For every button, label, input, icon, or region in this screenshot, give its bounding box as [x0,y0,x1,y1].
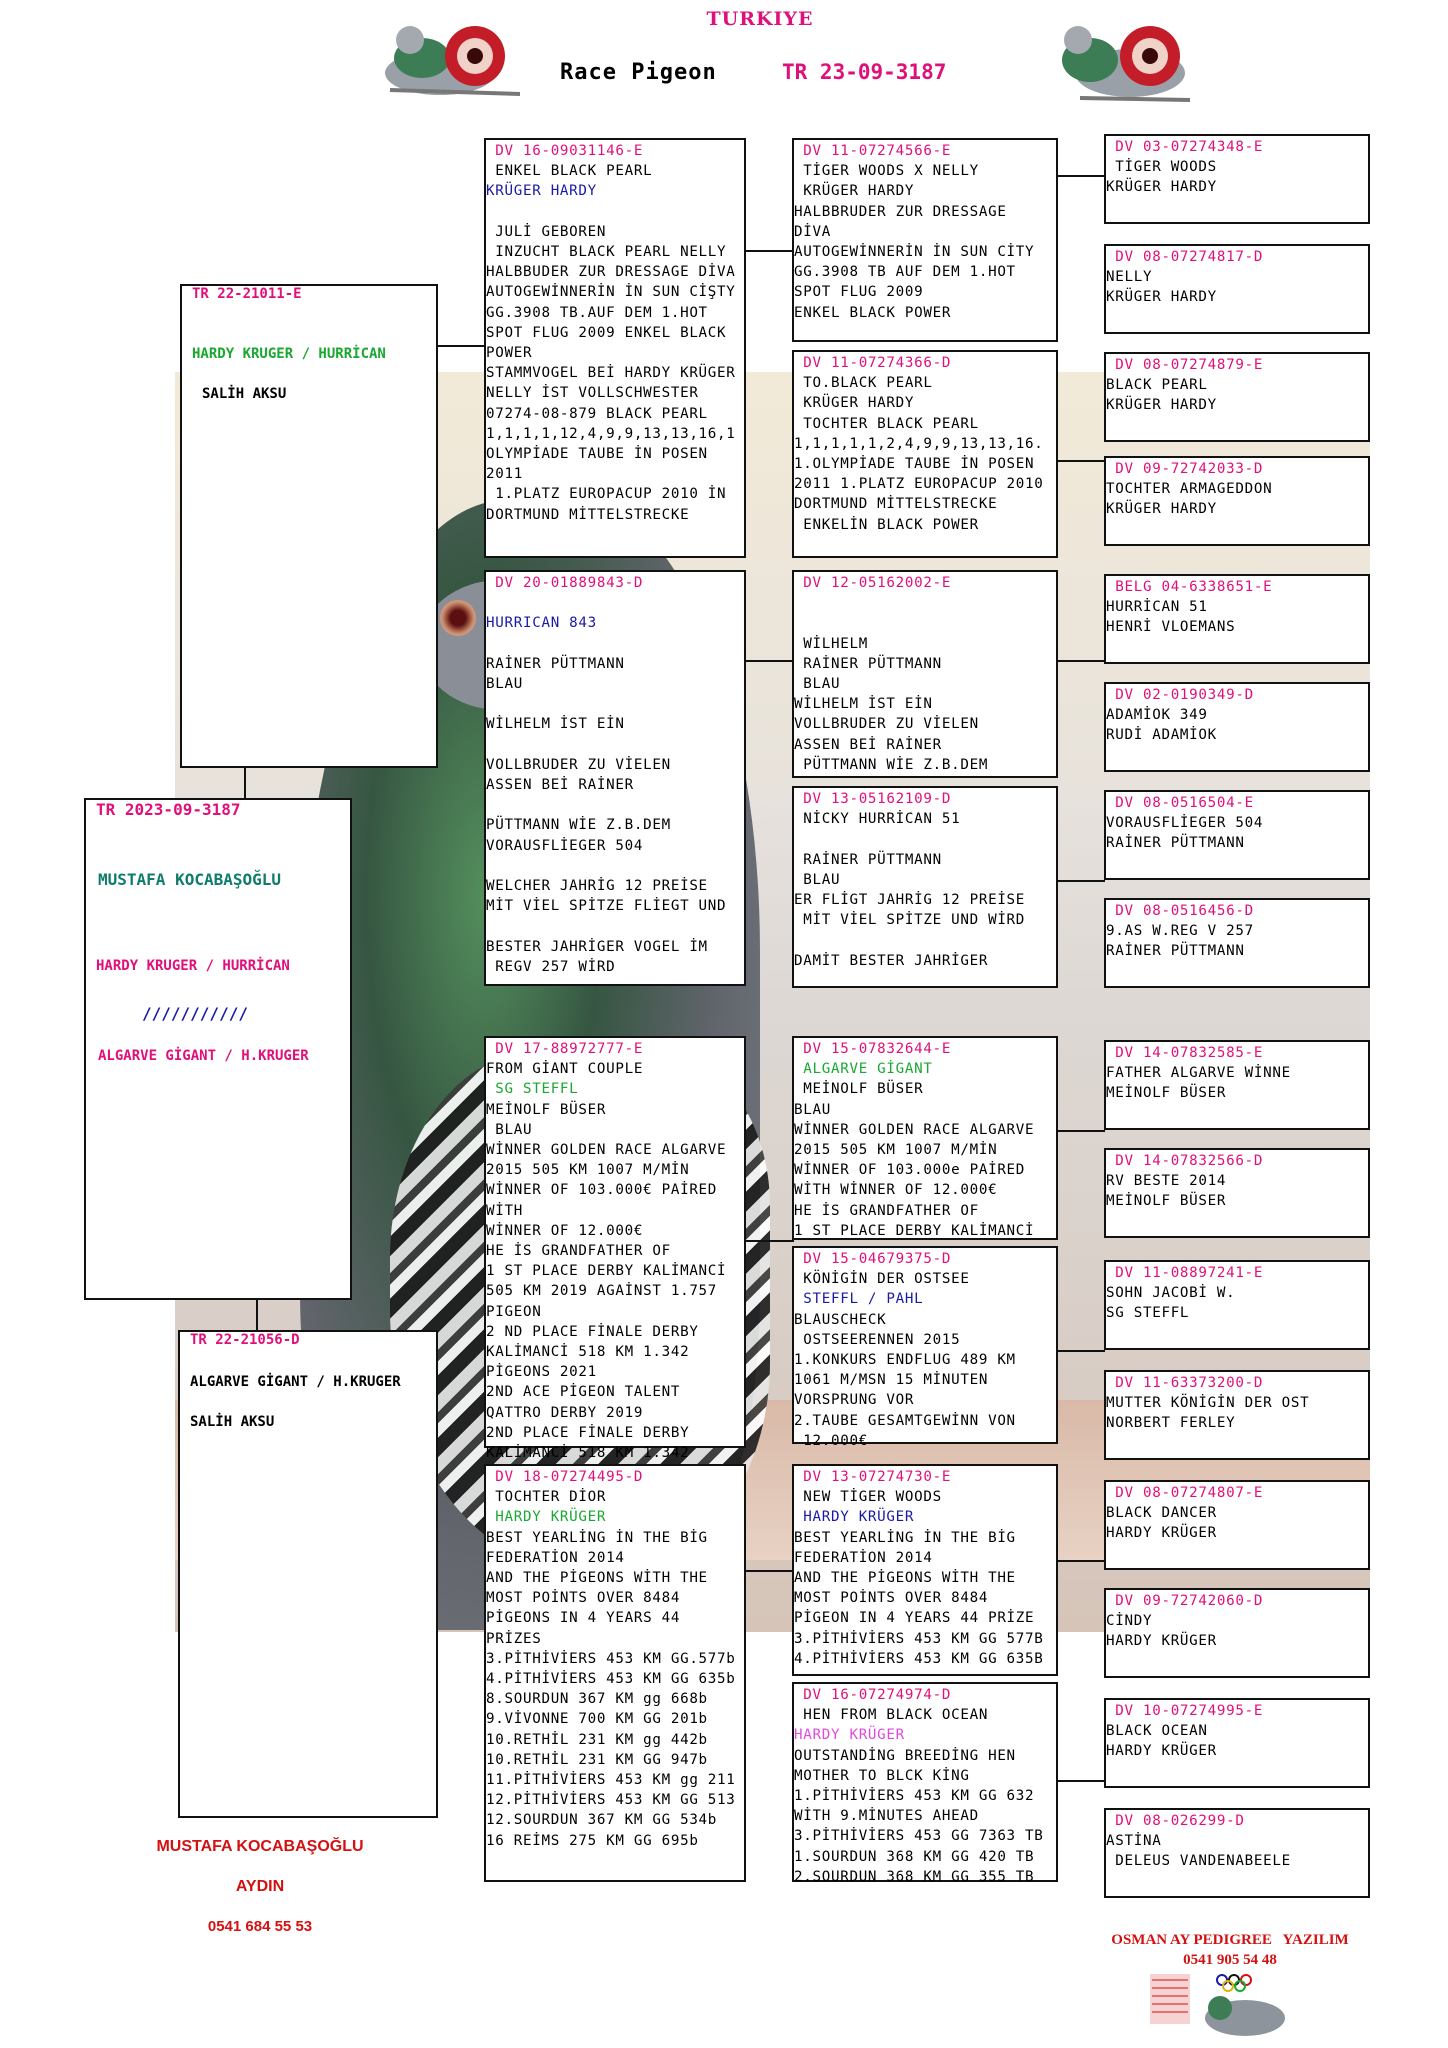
pedigree-text-line: NELLY İST VOLLSCHWESTER [486,385,699,402]
pedigree-text-line: WİNNER GOLDEN RACE ALGARVE [794,1121,1035,1138]
connector [744,1570,794,1572]
pedigree-text-line: WİTH [486,1202,523,1219]
pedigree-text-line: MUTTER KÖNİGİN DER OST [1106,1395,1310,1412]
ring-number: DV 12-05162002-E [794,575,952,591]
subject-line1: HARDY KRUGER / HURRİCAN [96,958,290,974]
pedigree-text-line: 1.KONKURS ENDFLUG 489 KM [794,1352,1016,1369]
pedigree-text-line: STEFFL / PAHL [794,1291,924,1308]
subject-line2: ALGARVE GİGANT / H.KRUGER [98,1048,309,1064]
subject-ring: TR 2023-09-3187 [96,800,241,819]
pedigree-text-line: HURRİCAN 51 [1106,599,1208,616]
pedigree-text-line: MEİNOLF BÜSER [1106,1193,1227,1210]
connector [744,1240,794,1242]
gp-card[interactable] [484,1464,746,1882]
pedigree-text-line: AND THE PİGEONS WİTH THE [486,1570,708,1587]
ring-number: DV 03-07274348-E [1106,139,1264,155]
pedigree-text-line [486,694,744,714]
gp-card[interactable] [484,570,746,986]
connector [1055,1130,1105,1132]
pedigree-text-line: PİGEONS 2021 [486,1364,597,1381]
gggp-card[interactable] [1104,352,1370,442]
software-logo-icon [1150,1968,1300,2043]
pedigree-text-line: OLYMPİADE TAUBE İN POSEN [486,446,708,463]
pedigree-text-line: 10.RETHİL 231 KM GG 947b [486,1751,708,1768]
breeder-city: AYDIN [235,1878,285,1895]
pedigree-text-line: DORTMUND MİTTELSTRECKE [486,506,690,523]
pedigree-text-line: KRÜGER HARDY [1106,289,1217,306]
connector [1055,1560,1105,1562]
pedigree-text-line: VOLLBRUDER ZU VİELEN [794,716,979,733]
pedigree-text-line: 1061 M/MSN 15 MİNUTEN [794,1372,989,1389]
ring-number: DV 11-07274366-D [794,355,952,371]
pedigree-text-line: OSTSEERENNEN 2015 [794,1331,961,1348]
pedigree-text-line: 9.VİVONNE 700 KM GG 201b [486,1711,708,1728]
ring-number: DV 11-07274566-E [794,143,952,159]
pedigree-text-line [794,613,1056,633]
pedigree-text-line: RAİNER PÜTTMANN [1106,835,1245,852]
pedigree-text-line: HE İS GRANDFATHER OF [794,1202,979,1219]
pedigree-text-line: MOST POİNTS OVER 8484 [794,1590,989,1607]
pedigree-text-line: HE İS GRANDFATHER OF [486,1243,671,1260]
pedigree-text-line: AND THE PİGEONS WİTH THE [794,1570,1016,1587]
ggp-card[interactable] [792,1682,1058,1885]
pedigree-text-line: 1.PİTHİVİERS 453 KM GG 632 [794,1788,1035,1805]
pedigree-text-line: 2 ND PLACE FİNALE DERBY [486,1323,699,1340]
pedigree-text-line: TO.BLACK PEARL [794,375,933,392]
pedigree-text-line: HARDY KRÜGER [1106,1525,1217,1542]
pedigree-text-line: 2ND ACE PİGEON TALENT [486,1384,681,1401]
gggp-card[interactable] [1104,1040,1370,1130]
pedigree-text-line: VORAUSFLİEGER 504 [486,837,644,854]
pedigree-text-line [794,593,1056,613]
ring-number: DV 08-0516504-E [1106,795,1254,811]
pedigree-text-line: SG STEFFL [486,1081,579,1098]
sire-card[interactable] [180,284,438,768]
pedigree-text-line: NEW TİGER WOODS [794,1489,942,1506]
ggp-card[interactable] [792,350,1058,558]
pedigree-text-line: MEİNOLF BÜSER [486,1101,607,1118]
pedigree-text-line: KRÜGER HARDY [794,395,915,412]
pedigree-text-line: RUDİ ADAMİOK [1106,727,1217,744]
pedigree-text-line [486,735,744,755]
pigeon-photo-eye [440,600,476,636]
ring-number: DV 09-72742033-D [1106,461,1264,477]
ggp-card[interactable] [792,1246,1058,1449]
connector [244,768,246,798]
pedigree-text-line [794,930,1056,950]
sire-line: HARDY KRUGER / HURRİCAN [192,346,386,362]
ring-number: BELG 04-6338651-E [1106,579,1273,595]
pedigree-text-line: KALİMANCİ 518 KM 1.342 [486,1445,690,1462]
pedigree-text-line: ENKEL BLACK PEARL [486,163,653,180]
pedigree-text-line: GG.3908 TB.AUF DEM 1.HOT [486,304,708,321]
pedigree-text-line: PIGEON [486,1303,542,1320]
pedigree-text-line: FEDERATİON 2014 [486,1549,625,1566]
pedigree-text-line: 8.SOURDUN 367 KM gg 668b [486,1691,708,1708]
ring-number: DV 11-08897241-E [1106,1265,1264,1281]
pedigree-text-line: QATTRO DERBY 2019 [486,1404,644,1421]
pedigree-text-line: KÖNİGİN DER OSTSEE [794,1271,970,1288]
gggp-card[interactable] [1104,1588,1370,1678]
gggp-card[interactable] [1104,682,1370,772]
pedigree-text-line: ER FLİGT JAHRİG 12 PREİSE [794,892,1026,909]
pedigree-text-line: RAİNER PÜTTMANN [1106,943,1245,960]
gggp-card[interactable] [1104,1480,1370,1570]
pedigree-text-line: MİT VİEL SPİTZE FLİEGT UND [486,898,727,915]
pedigree-text-line: BEST YEARLİNG İN THE BİG [486,1529,708,1546]
pedigree-text-line: WİNNER OF 103.000€ PAİRED [486,1182,718,1199]
pedigree-text-line: MOTHER TO BLCK KİNG [794,1767,970,1784]
ring-number: DV 17-88972777-E [486,1041,644,1057]
pedigree-text-line: 1 ST PLACE DERBY KALİMANCİ [794,1222,1035,1239]
dam-card[interactable] [178,1330,438,1818]
pedigree-text-line: KRÜGER HARDY [1106,179,1217,196]
pedigree-text-line: BLAUSCHECK [794,1311,887,1328]
pedigree-text-line: REGV 257 WİRD [486,958,616,975]
pedigree-text-line: POWER [486,345,533,362]
pedigree-text-line: 9.AS W.REG V 257 [1106,923,1254,940]
pedigree-text-line: WİLHELM [794,635,868,652]
pedigree-text-line: 1.SOURDUN 368 KM GG 420 TB [794,1848,1035,1865]
connector [1055,460,1105,462]
pedigree-text-line: ENKEL BLACK POWER [794,304,952,321]
pedigree-text-line: 12.000€ [794,1432,868,1449]
pedigree-text-line: STAMMVOGEL BEİ HARDY KRÜGER [486,365,736,382]
pedigree-text-line: KRÜGER HARDY [1106,501,1217,518]
pedigree-text-line: SPOT FLUG 2009 ENKEL BLACK [486,324,727,341]
sire-ring: TR 22-21011-E [192,286,302,302]
pedigree-text-line: GG.3908 TB AUF DEM 1.HOT [794,264,1016,281]
pedigree-text-line: 4.PİTHİVİERS 453 KM GG 635b [486,1671,736,1688]
pedigree-text-line: ENKELİN BLACK POWER [794,516,979,533]
pedigree-text-line: BLACK OCEAN [1106,1723,1208,1740]
pedigree-text-line: PÜTTMANN WİE Z.B.DEM [794,756,989,773]
pedigree-text-line: MİT VİEL SPİTZE UND WİRD [794,912,1026,929]
pedigree-text-line: BLACK PEARL [1106,377,1208,394]
ring-number: DV 20-01889843-D [486,575,644,591]
software-name: OSMAN AY PEDIGREE YAZILIM [1111,1932,1349,1948]
ggp-card[interactable] [792,138,1058,342]
pedigree-text-line: ASTİNA [1106,1833,1162,1850]
pedigree-text-line [486,795,744,815]
pedigree-text-line: NORBERT FERLEY [1106,1415,1236,1432]
gggp-card[interactable] [1104,574,1370,664]
pigeon-logo-left-icon [380,18,530,103]
gggp-card[interactable] [1104,1260,1370,1350]
pedigree-text-line: 505 KM 2019 AGAİNST 1.757 [486,1283,718,1300]
pedigree-text-line: 10.RETHİL 231 KM gg 442b [486,1731,708,1748]
pedigree-text-line: TOCHTER BLACK PEARL [794,415,979,432]
pedigree-text-line: OUTSTANDİNG BREEDİNG HEN [794,1747,1016,1764]
pedigree-text-line [486,593,744,613]
connector [1055,1350,1105,1352]
pedigree-text-line: SG STEFFL [1106,1305,1190,1322]
pedigree-text-line: WİNNER GOLDEN RACE ALGARVE [486,1142,727,1159]
pedigree-text-line: BLAU [794,676,841,693]
gggp-card[interactable] [1104,790,1370,880]
gggp-card[interactable] [1104,244,1370,334]
ggp-card[interactable] [792,570,1058,778]
pedigree-text-line: 1,1,1,1,1,2,4,9,9,13,13,16. [794,435,1044,452]
pedigree-text-line: WELCHER JAHRİG 12 PREİSE [486,878,708,895]
ring-number: DV 08-07274807-E [1106,1485,1264,1501]
breeder-phone: 0541 684 55 53 [207,1918,313,1935]
header-ring: TR 23-09-3187 [782,60,947,84]
ring-number: DV 18-07274495-D [486,1469,644,1485]
pedigree-text-line [486,634,744,654]
connector [744,250,794,252]
pedigree-text-line: SOHN JACOBİ W. [1106,1285,1236,1302]
pedigree-text-line: BLAU [486,1121,533,1138]
pedigree-text-line: KRÜGER HARDY [794,183,915,200]
pedigree-text-line: PRİZES [486,1630,542,1647]
pedigree-text-line: 1 ST PLACE DERBY KALİMANCİ [486,1263,727,1280]
gggp-card[interactable] [1104,134,1370,224]
pedigree-text-line: 12.PİTHİVİERS 453 KM GG 513 [486,1792,736,1809]
dam-line: ALGARVE GİGANT / H.KRUGER [190,1374,401,1390]
pedigree-text-line: 3.PİTHİVİERS 453 GG 7363 TB [794,1828,1044,1845]
dam-owner: SALİH AKSU [190,1414,275,1430]
pedigree-text-line: 3.PİTHİVİERS 453 KM GG 577B [794,1630,1044,1647]
connector [1055,1780,1105,1782]
pedigree-text-line: 2011 [486,466,523,483]
pedigree-text-line [794,829,1056,849]
pedigree-text-line: HARDY KRÜGER [794,1509,915,1526]
pedigree-text-line: DAMİT BESTER JAHRİGER [794,952,989,969]
pedigree-text-line: AUTOGEWİNNERİN İN SUN CİŞTY [486,284,736,301]
software-phone: 0541 905 54 48 [1183,1952,1277,1968]
country-label: TURKIYE [706,8,814,30]
ring-number: DV 11-63373200-D [1106,1375,1264,1391]
ring-number: DV 10-07274995-E [1106,1703,1264,1719]
ring-number: DV 15-04679375-D [794,1251,952,1267]
pedigree-text-line: NELLY [1106,269,1153,286]
pedigree-text-line: DİVA [794,223,831,240]
pedigree-text-line: ASSEN BEİ RAİNER [794,736,942,753]
pedigree-text-line: KALİMANCİ 518 KM 1.342 [486,1344,690,1361]
ring-number: DV 08-07274817-D [1106,249,1264,265]
pedigree-text-line: FATHER ALGARVE WİNNE [1106,1065,1291,1082]
pedigree-text-line: 07274-08-879 BLACK PEARL [486,405,708,422]
pedigree-text-line: 2015 505 KM 1007 M/MİN [486,1162,690,1179]
pedigree-text-line: RAİNER PÜTTMANN [486,655,625,672]
pedigree-text-line: JULİ GEBOREN [486,223,607,240]
pedigree-text-line: HURRICAN 843 [486,615,597,632]
pedigree-text-line [486,856,744,876]
pedigree-text-line: WİLHELM İST EİN [794,696,933,713]
page-title: Race Pigeon [560,60,717,85]
pedigree-text-line: RAİNER PÜTTMANN [794,851,942,868]
gp-card[interactable] [484,138,746,558]
pedigree-text-line: TİGER WOODS X NELLY [794,163,979,180]
pedigree-text-line: HARDY KRÜGER [1106,1743,1217,1760]
pedigree-text-line: 16 REİMS 275 KM GG 695b [486,1832,699,1849]
pedigree-text-line: HARDY KRÜGER [1106,1633,1217,1650]
ggp-card[interactable] [792,786,1058,988]
pedigree-text-line [486,916,744,936]
ring-number: DV 15-07832644-E [794,1041,952,1057]
pedigree-text-line: BLAU [794,1101,831,1118]
pedigree-text-line: DORTMUND MİTTELSTRECKE [794,496,998,513]
pedigree-text-line: WİLHELM İST EİN [486,716,625,733]
pedigree-text-line: WİTH 9.MİNUTES AHEAD [794,1808,979,1825]
dam-ring: TR 22-21056-D [190,1332,300,1348]
pedigree-text-line: WİNNER OF 12.000€ [486,1222,644,1239]
pedigree-text-line [486,202,744,222]
pedigree-text-line: WİNNER OF 103.000e PAİRED [794,1162,1026,1179]
pedigree-text-line: VORAUSFLİEGER 504 [1106,815,1264,832]
pedigree-text-line: VORSPRUNG VOR [794,1392,915,1409]
connector [1055,175,1105,177]
pedigree-text-line: RAİNER PÜTTMANN [794,655,942,672]
pedigree-text-line: FEDERATİON 2014 [794,1549,933,1566]
connector [1055,880,1105,882]
pedigree-text-line: 2011 1.PLATZ EUROPACUP 2010 [794,476,1044,493]
pedigree-text-line: HARDY KRÜGER [794,1727,905,1744]
pedigree-text-line: WİTH WİNNER OF 12.000€ [794,1182,998,1199]
breeder-name: MUSTAFA KOCABAŞOĞLU [156,1838,364,1855]
pedigree-text-line: KRÜGER HARDY [1106,397,1217,414]
sire-owner: SALİH AKSU [202,386,287,402]
ring-number: DV 16-09031146-E [486,143,644,159]
pedigree-text-line: PÜTTMANN WİE Z.B.DEM [486,817,671,834]
ggp-card[interactable] [792,1036,1058,1240]
pedigree-text-line: 2.TAUBE GESAMTGEWİNN VON [794,1412,1016,1429]
pedigree-text-line: NİCKY HURRİCAN 51 [794,811,961,828]
pedigree-text-line: INZUCHT BLACK PEARL NELLY [486,244,727,261]
pedigree-text-line: FROM GİANT COUPLE [486,1061,644,1078]
pedigree-text-line: 1,1,1,1,12,4,9,9,13,13,16,1 [486,425,736,442]
pedigree-text-line: 12.SOURDUN 367 KM GG 534b [486,1812,718,1829]
pedigree-text-line: VOLLBRUDER ZU VİELEN [486,756,671,773]
pedigree-text-line: BEST YEARLİNG İN THE BİG [794,1529,1016,1546]
pedigree-text-line: MEİNOLF BÜSER [1106,1085,1227,1102]
pedigree-text-line: MEİNOLF BÜSER [794,1081,924,1098]
pedigree-text-line: BLAU [794,871,841,888]
ring-number: DV 14-07832566-D [1106,1153,1264,1169]
pedigree-text-line: PİGEON IN 4 YEARS 44 PRİZE [794,1610,1035,1627]
ring-number: DV 09-72742060-D [1106,1593,1264,1609]
subject-separator: /////////// [142,1004,248,1023]
pedigree-text-line: TOCHTER ARMAGEDDON [1106,481,1273,498]
subject-owner: MUSTAFA KOCABAŞOĞLU [98,870,282,889]
pedigree-text-line: 11.PİTHİVİERS 453 KM gg 211 [486,1772,736,1789]
pedigree-text-line: HARDY KRÜGER [486,1509,607,1526]
pedigree-text-line: CİNDY [1106,1613,1153,1630]
pedigree-text-line: BLAU [486,676,523,693]
gggp-card[interactable] [1104,898,1370,988]
ring-number: DV 13-07274730-E [794,1469,952,1485]
pedigree-text-line: HALBBRUDER ZUR DRESSAGE [794,203,1007,220]
pedigree-text-line: 2.SOURDUN 368 KM GG 355 TB [794,1868,1035,1885]
ring-number: DV 02-0190349-D [1106,687,1254,703]
pedigree-text-line: 2ND PLACE FİNALE DERBY [486,1424,690,1441]
pedigree-text-line: ASSEN BEİ RAİNER [486,777,634,794]
pedigree-text-line: KRÜGER HARDY [486,183,597,200]
pedigree-text-line: MOST POİNTS OVER 8484 [486,1590,681,1607]
pedigree-text-line: 3.PİTHİVİERS 453 KM GG.577b [486,1650,736,1667]
gggp-card[interactable] [1104,1808,1370,1898]
pedigree-text-line: RV BESTE 2014 [1106,1173,1227,1190]
connector [744,660,794,662]
pedigree-text-line: BESTER JAHRİGER VOGEL İM [486,938,708,955]
gggp-card[interactable] [1104,1370,1370,1460]
subject-card[interactable] [84,798,352,1300]
pedigree-text-line: PİGEONS IN 4 YEARS 44 [486,1610,681,1627]
ring-number: DV 16-07274974-D [794,1687,952,1703]
pedigree-text-line: HENRİ VLOEMANS [1106,619,1236,636]
pedigree-text-line: 2015 505 KM 1007 M/MİN [794,1142,998,1159]
ring-number: DV 08-07274879-E [1106,357,1264,373]
pigeon-logo-right-icon [1050,18,1200,108]
ggp-card[interactable] [792,1464,1058,1676]
pedigree-text-line: HEN FROM BLACK OCEAN [794,1707,989,1724]
ring-number: DV 13-05162109-D [794,791,952,807]
connector [256,1300,258,1330]
pedigree-text-line: ADAMİOK 349 [1106,707,1208,724]
ring-number: DV 08-026299-D [1106,1813,1245,1829]
connector [436,345,484,347]
pedigree-text-line: TOCHTER DİOR [486,1489,607,1506]
pedigree-text-line: SPOT FLUG 2009 [794,284,924,301]
pedigree-text-line: TİGER WOODS [1106,159,1217,176]
pedigree-text-line: 1.PLATZ EUROPACUP 2010 İN [486,486,727,503]
ring-number: DV 08-0516456-D [1106,903,1254,919]
gggp-card[interactable] [1104,1698,1370,1788]
pedigree-text-line: AUTOGEWİNNERİN İN SUN CİTY [794,244,1035,261]
gggp-card[interactable] [1104,1148,1370,1238]
pedigree-text-line: DELEUS VANDENABEELE [1106,1853,1291,1870]
pedigree-text-line: 1.OLYMPİADE TAUBE İN POSEN [794,456,1035,473]
ring-number: DV 14-07832585-E [1106,1045,1264,1061]
gp-card[interactable] [484,1036,746,1462]
pedigree-text-line: 4.PİTHİVİERS 453 KM GG 635B [794,1650,1044,1667]
pedigree-text-line: ALGARVE GİGANT [794,1061,933,1078]
pedigree-text-line: BLACK DANCER [1106,1505,1217,1522]
pedigree-text-line: HALBBUDER ZUR DRESSAGE DİVA [486,264,736,281]
connector [1055,660,1105,662]
gggp-card[interactable] [1104,456,1370,546]
